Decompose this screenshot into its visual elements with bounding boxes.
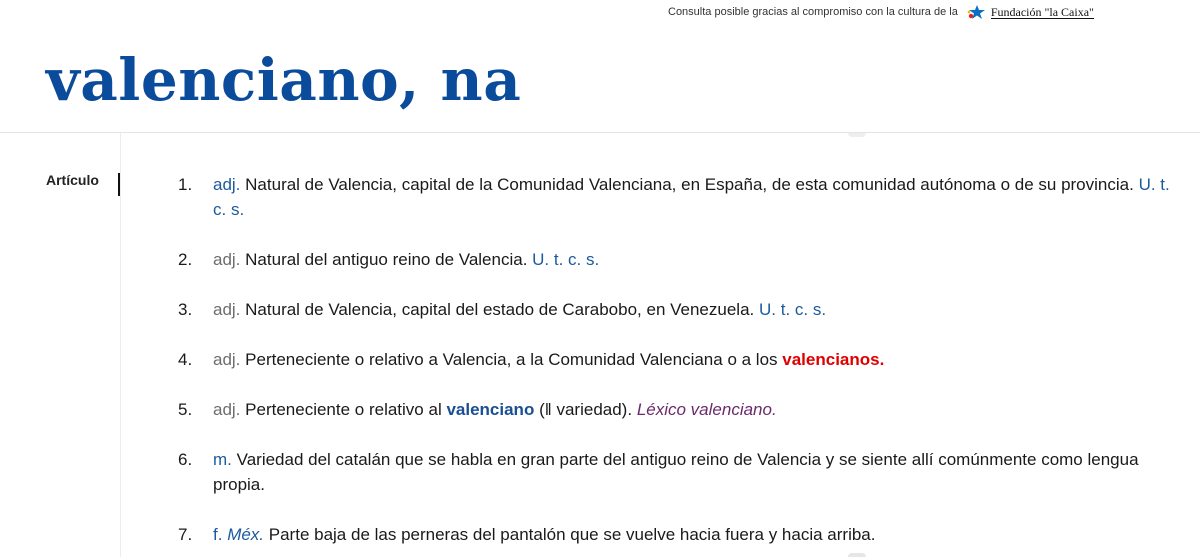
caixa-star-logo-icon xyxy=(966,4,988,20)
definition-text: Variedad del catalán que se habla en gran parte del antiguo reino de Valencia y se siente allí comúnmente como lengua propia. xyxy=(213,450,1139,494)
definition-text: Perteneciente o relativo a Valencia, a la Comunidad Valenciana o a los xyxy=(245,350,778,369)
sponsor-logo-link[interactable] xyxy=(966,4,1094,20)
header-divider xyxy=(0,132,1200,133)
abbr-m[interactable]: m. xyxy=(213,450,232,469)
sponsor-text: Consulta posible gracias al compromiso con la cultura de la xyxy=(668,6,958,18)
abbr-adj[interactable]: adj. xyxy=(213,350,241,369)
definition-number: 6. xyxy=(178,450,193,469)
definition-number: 3. xyxy=(178,300,193,319)
usage-abbr[interactable]: U. t. c. s. xyxy=(213,175,1170,219)
definition-3 xyxy=(160,297,1170,322)
sidebar-item-label: Artículo xyxy=(46,172,99,188)
definition-number: 5. xyxy=(178,400,193,419)
sponsor-line xyxy=(668,4,1094,20)
link-valencianos[interactable]: valencianos. xyxy=(782,350,885,369)
page-title: valenciano, na xyxy=(46,46,522,114)
usage-abbr[interactable]: U. t. c. s. xyxy=(532,250,600,269)
sponsor-name: Fundación "la Caixa" xyxy=(990,4,1094,19)
definition-text-after: (‖ variedad). xyxy=(539,400,633,419)
abbr-adj[interactable]: adj. xyxy=(213,400,241,419)
abbr-region[interactable]: Méx. xyxy=(227,525,265,544)
column-divider xyxy=(120,133,121,557)
abbr-adj[interactable]: adj. xyxy=(213,300,241,319)
definition-number: 4. xyxy=(178,350,193,369)
definition-number: 2. xyxy=(178,250,193,269)
definition-text: Natural de Valencia, capital de la Comunidad Valenciana, en España, de esta comunidad autónoma o de su provincia. xyxy=(245,175,1134,194)
definition-number: 1. xyxy=(178,175,193,194)
definition-text: Perteneciente o relativo al xyxy=(245,400,442,419)
definition-2 xyxy=(160,247,1170,272)
definition-text: Natural de Valencia, capital del estado de Carabobo, en Venezuela. xyxy=(245,300,755,319)
definition-7 xyxy=(160,522,1170,547)
decorative-tab-bottom xyxy=(848,553,866,557)
definition-text: Natural del antiguo reino de Valencia. xyxy=(245,250,528,269)
abbr-adj[interactable]: adj. xyxy=(213,250,241,269)
definition-number: 7. xyxy=(178,525,193,544)
usage-abbr[interactable]: U. t. c. s. xyxy=(759,300,827,319)
abbr-f[interactable]: f. xyxy=(213,525,223,544)
definition-list xyxy=(160,172,1170,557)
definition-5 xyxy=(160,397,1170,422)
definition-1 xyxy=(160,172,1170,222)
decorative-tab-top xyxy=(848,133,866,137)
definition-6 xyxy=(160,447,1170,497)
abbr-adj[interactable]: adj. xyxy=(213,175,241,194)
definition-text: Parte baja de las perneras del pantalón que se vuelve hacia fuera y hacia arriba. xyxy=(268,525,876,544)
link-valenciano[interactable]: valenciano xyxy=(446,400,535,419)
definition-4 xyxy=(160,347,1170,372)
sidebar-item-articulo[interactable] xyxy=(46,172,99,188)
usage-example: Léxico valenciano. xyxy=(636,400,777,419)
